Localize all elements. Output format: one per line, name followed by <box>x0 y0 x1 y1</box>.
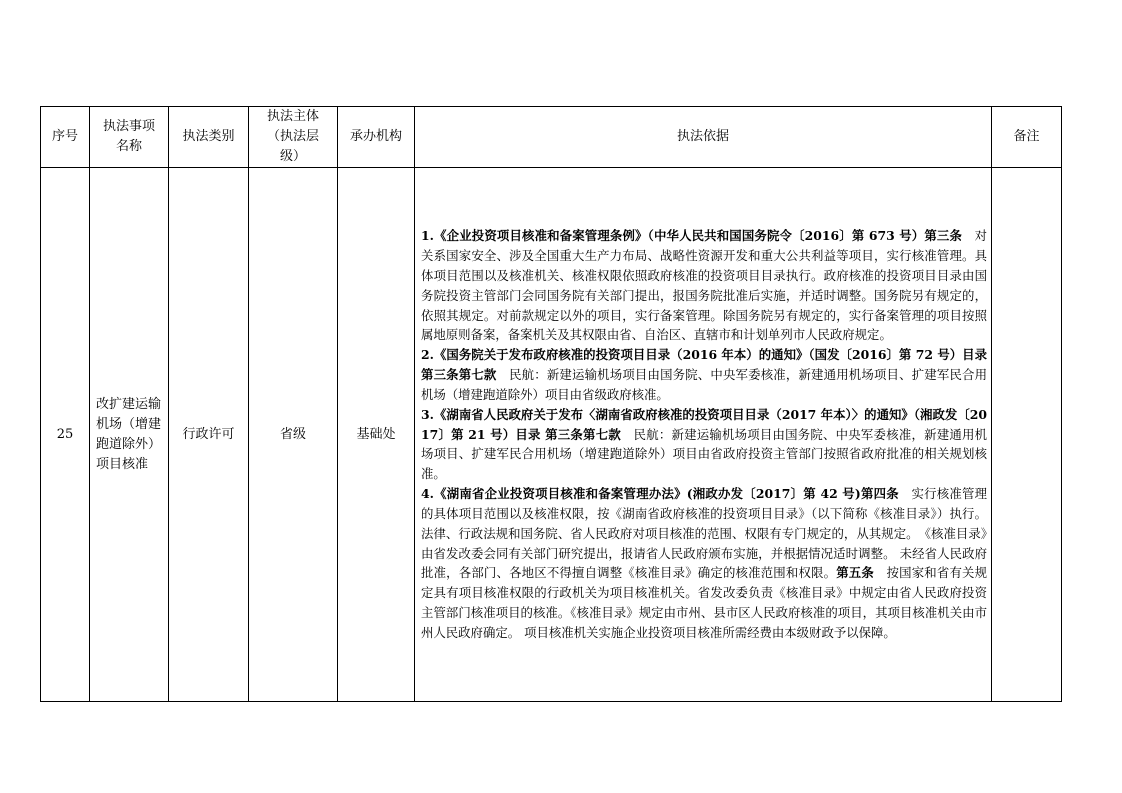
table-header-row <box>41 107 1062 168</box>
header-seq: 序号 <box>41 107 90 168</box>
header-basis: 执法依据 <box>415 107 992 168</box>
cell-remarks <box>992 168 1062 702</box>
basis-4-text-2: 按国家和省有关规定具有项目核准权限的行政机关为项目核准机关。省发改委负责《核准目录》中规定由省人民政府投资主管部门核准项目的核准。《核准目录》规定由市州、县市区人民政府核准的项目，其项目核准机关由市州人民政府确定。 项目核准机关实施企业投资项目核准所需经费由本级财政予以保障。 <box>421 565 988 641</box>
header-category: 执法类别 <box>169 107 249 168</box>
basis-1-text: 对关系国家安全、涉及全国重大生产力布局、战略性资源开发和重大公共利益等项目，实行核准管理。具体项目范围以及核准机关、核准权限依照政府核准的投资项目目录执行。政府核准的投资项目目录由国务院投资主管部门会同国务院有关部门提出，报国务院批准后实施，并适时调整。国务院另有规定的，依照其规定。对前款规定以外的项目，实行备案管理。除国务院另有规定的，实行备案管理的项目按照属地原则备案，备案机关及其权限由省、自治区、直辖市和计划单列市人民政府规定。 <box>421 228 987 343</box>
enforcement-table <box>40 106 1062 702</box>
cell-item-name: 改扩建运输机场（增建跑道除外）项目核准 <box>90 168 169 702</box>
basis-4-title: 4.《湖南省企业投资项目核准和备案管理办法》(湘政办发〔2017〕第 42 号)第四条 <box>421 486 899 502</box>
basis-paragraph-4 <box>421 484 987 643</box>
cell-category: 行政许可 <box>169 168 249 702</box>
basis-1-title: 1.《企业投资项目核准和备案管理条例》（中华人民共和国国务院令〔2016〕第 673 号）第三条 <box>421 228 963 244</box>
cell-seq: 25 <box>41 168 90 702</box>
cell-subject: 省级 <box>249 168 338 702</box>
header-subject: 执法主体（执法层级） <box>249 107 338 168</box>
basis-paragraph-1 <box>421 226 987 345</box>
table-row <box>41 168 1062 702</box>
basis-2-text: 民航：新建运输机场项目由国务院、中央军委核准，新建通用机场项目、扩建军民合用机场（增建跑道除外）项目由省级政府核准。 <box>421 367 988 402</box>
header-item-name: 执法事项名称 <box>90 107 169 168</box>
header-office: 承办机构 <box>338 107 415 168</box>
basis-3-title: 3.《湖南省人民政府关于发布〈湖南省政府核准的投资项目目录（2017 年本）〉的通知》（湘政发〔2017〕第 21 号）目录 第三条第七款 <box>421 406 987 442</box>
basis-paragraph-3 <box>421 405 987 484</box>
basis-4-text-1: 实行核准管理的具体项目范围以及核准权限，按《湖南省政府核准的投资项目目录》（以下简称《核准目录》）执行。法律、行政法规和国务院、省人民政府对项目核准的范围、权限有专门规定的，从其规定。 《核准目录》由省发改委会同有关部门研究提出，报请省人民政府颁布实施，并根据情况适时调整。 未经省人民政府批准，各部门、各地区不得擅自调整《核准目录》确定的核准范围和权限。 <box>421 486 987 581</box>
basis-4-title-2: 第五条 <box>836 565 874 581</box>
cell-office: 基础处 <box>338 168 415 702</box>
basis-3-text: 民航：新建运输机场项目由国务院、中央军委核准，新建通用机场项目、扩建军民合用机场（增建跑道除外）项目由省政府投资主管部门按照省政府批准的相关规划核准。 <box>421 426 987 482</box>
basis-paragraph-2 <box>421 345 987 405</box>
header-remarks: 备注 <box>992 107 1062 168</box>
basis-2-title: 2.《国务院关于发布政府核准的投资项目目录（2016 年本）的通知》（国发〔2016〕第 72 号）目录 第三条第七款 <box>421 347 987 383</box>
basis-text <box>415 226 991 643</box>
cell-basis <box>415 168 992 702</box>
